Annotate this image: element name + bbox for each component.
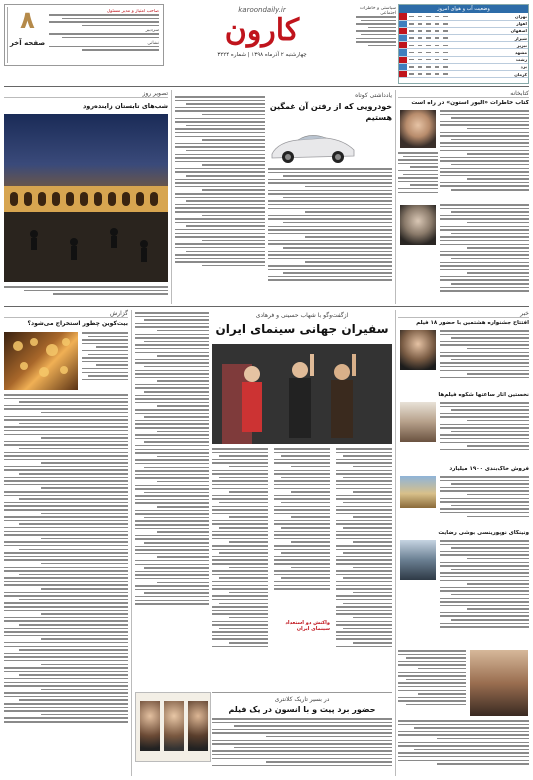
news-headline-1: افتتاح جشنواره هشتمین با حضور ۱۸ فیلم bbox=[416, 320, 529, 326]
masthead-info-text: صاحب امتیاز و مدیر مسئول سردبیر نشانی bbox=[49, 9, 159, 59]
news-text-6 bbox=[398, 720, 529, 776]
weather-box bbox=[398, 4, 529, 84]
middle-article-text-left bbox=[175, 96, 265, 304]
news-headline-4: ونینگای نوپورینسی بوشی رضایت bbox=[438, 530, 529, 536]
weather-cell bbox=[407, 49, 416, 56]
weather-cell bbox=[441, 20, 450, 27]
weather-row bbox=[399, 35, 528, 42]
weather-temp-badge bbox=[399, 56, 407, 63]
weather-cell bbox=[441, 42, 450, 49]
news-photo-3 bbox=[400, 476, 436, 508]
actor-thumb-1 bbox=[140, 701, 160, 751]
car-kicker: یادداشتی کوتاه bbox=[355, 92, 392, 99]
weather-row bbox=[399, 13, 528, 20]
news-text-4 bbox=[440, 540, 529, 650]
weather-cell bbox=[433, 42, 442, 49]
weather-city: شیراز bbox=[450, 35, 528, 42]
news-text-3 bbox=[440, 476, 529, 526]
weather-temp-badge bbox=[399, 13, 407, 20]
author-photo-1 bbox=[400, 110, 436, 148]
weather-cell bbox=[424, 49, 433, 56]
cinema-kicker: ازگفت‌وگو با شهاب حسینی و فرهادی bbox=[255, 312, 349, 319]
news-photo-5 bbox=[470, 650, 528, 716]
weather-row bbox=[399, 56, 528, 63]
bottom-article-text bbox=[212, 718, 392, 776]
bitcoin-headline: بیت‌کوین چطور استخراج می‌شود؟ bbox=[27, 320, 128, 327]
weather-cell bbox=[433, 27, 442, 34]
weather-row bbox=[399, 42, 528, 49]
section-report-label: گزارش bbox=[4, 310, 128, 318]
weather-city: مشهد bbox=[450, 49, 528, 56]
weather-cell bbox=[441, 56, 450, 63]
weather-cell bbox=[441, 63, 450, 70]
car-photo bbox=[268, 128, 358, 166]
weather-cell bbox=[424, 13, 433, 20]
bitcoin-photo bbox=[4, 332, 78, 390]
weather-cell bbox=[407, 42, 416, 49]
weather-cell bbox=[433, 56, 442, 63]
weather-cell bbox=[424, 63, 433, 70]
weather-cell bbox=[424, 42, 433, 49]
weather-table bbox=[399, 13, 528, 78]
weather-cell bbox=[407, 56, 416, 63]
cinema-headline: سفیران جهانی سینمای ایران bbox=[215, 322, 389, 336]
actors-thumbnail-photo bbox=[135, 692, 211, 762]
weather-cell bbox=[424, 35, 433, 42]
weather-cell bbox=[441, 27, 450, 34]
weather-cell bbox=[416, 35, 425, 42]
news-photo-2 bbox=[400, 402, 436, 442]
weather-cell bbox=[407, 27, 416, 34]
cinema-text-col1 bbox=[212, 448, 268, 688]
weather-cell bbox=[424, 56, 433, 63]
masthead-info-box bbox=[4, 4, 164, 66]
weather-row bbox=[399, 20, 528, 27]
weather-cell bbox=[407, 20, 416, 27]
weather-row bbox=[399, 63, 528, 70]
weather-temp-badge bbox=[399, 63, 407, 70]
weather-city: رشت bbox=[450, 56, 528, 63]
weather-cell bbox=[433, 35, 442, 42]
weather-city: تهران bbox=[450, 13, 528, 20]
site-url: karoondaily.ir bbox=[238, 6, 286, 14]
weather-cell bbox=[407, 35, 416, 42]
cinema-photo bbox=[212, 344, 392, 444]
weather-cell bbox=[441, 49, 450, 56]
weather-cell bbox=[433, 63, 442, 70]
weather-row bbox=[399, 71, 528, 78]
news-headline-3: فروش خاک‌بندی ۱۹۰۰ میلیارد bbox=[449, 466, 529, 472]
actor-thumb-3 bbox=[188, 701, 208, 751]
weather-row bbox=[399, 27, 528, 34]
weather-cell bbox=[416, 49, 425, 56]
bitcoin-article-text bbox=[4, 394, 128, 774]
weather-cell bbox=[416, 56, 425, 63]
cinema-text-col3 bbox=[336, 448, 392, 688]
weather-city: اهواز bbox=[450, 20, 528, 27]
weather-temp-badge bbox=[399, 49, 407, 56]
weather-cell bbox=[441, 71, 450, 78]
weather-temp-badge bbox=[399, 42, 407, 49]
car-article-text bbox=[268, 168, 392, 304]
news-text-5 bbox=[398, 650, 466, 716]
weather-cell bbox=[416, 13, 425, 20]
weather-cell bbox=[433, 49, 442, 56]
weather-title: وضعیت آب و هوای امروز bbox=[399, 5, 528, 13]
weather-cell bbox=[416, 63, 425, 70]
section-photo-label: تصویر روز bbox=[4, 90, 168, 98]
page-number-box bbox=[7, 7, 47, 63]
weather-cell bbox=[433, 13, 442, 20]
book-article-text-2 bbox=[398, 152, 438, 202]
bottom-kicker: در بسیر تاریک کلانتری bbox=[274, 696, 330, 703]
weather-city: اصفهان bbox=[450, 27, 528, 34]
news-photo-4 bbox=[400, 540, 436, 580]
weather-cell bbox=[424, 20, 433, 27]
weather-cell bbox=[416, 20, 425, 27]
cinema-text-col2 bbox=[274, 448, 330, 688]
book-article-text-3 bbox=[440, 204, 529, 304]
weather-cell bbox=[433, 71, 442, 78]
news-text-2 bbox=[440, 402, 529, 462]
weather-cell bbox=[424, 71, 433, 78]
weather-cell bbox=[433, 20, 442, 27]
weather-cell bbox=[407, 63, 416, 70]
weather-cell bbox=[416, 42, 425, 49]
bridge-photo bbox=[4, 114, 168, 282]
weather-cell bbox=[441, 35, 450, 42]
section-news-label: خبر bbox=[398, 310, 529, 318]
bitcoin-text-top bbox=[82, 332, 128, 390]
weather-temp-badge bbox=[399, 35, 407, 42]
masthead-logo-area bbox=[172, 4, 352, 66]
weather-cell bbox=[416, 71, 425, 78]
weather-cell bbox=[407, 13, 416, 20]
weather-city: یزد bbox=[450, 63, 528, 70]
news-text-1 bbox=[440, 330, 529, 388]
news-photo-1 bbox=[400, 330, 436, 370]
photo-caption-text bbox=[4, 286, 168, 300]
page-label: صفحه آخر bbox=[9, 39, 46, 47]
weather-city: تبریز bbox=[450, 42, 528, 49]
book-headline: کتاب خاطرات «الیور استون» در راه است bbox=[411, 100, 529, 106]
weather-temp-badge bbox=[399, 71, 407, 78]
car-headline: خودرویی که از رفتن آن غمگین هستیم bbox=[269, 102, 392, 122]
bottom-headline: حضور برد پیت و با انسون در یک فیلم bbox=[228, 705, 376, 714]
actor-thumb-2 bbox=[164, 701, 184, 751]
weather-cell bbox=[441, 13, 450, 20]
newspaper-logo: کارون bbox=[224, 13, 300, 48]
weather-temp-badge bbox=[399, 27, 407, 34]
weather-cell bbox=[416, 27, 425, 34]
page-number: ۸ bbox=[20, 6, 35, 34]
weather-temp-badge bbox=[399, 20, 407, 27]
cinema-red-note: واکنش دو استعداد سینمای ایران bbox=[285, 620, 330, 632]
news-headline-2: نخستین آثار ساعتها شکوه فیلم‌ها bbox=[438, 392, 529, 398]
book-article-text bbox=[440, 110, 529, 200]
weather-cell bbox=[424, 27, 433, 34]
date-line: چهارشنبه ۲ آذرماه ۱۳۹۸ | شماره ۳۲۲۴ bbox=[217, 52, 307, 58]
weather-city: کرمان bbox=[450, 71, 528, 78]
author-photo-2 bbox=[400, 205, 436, 245]
photo-caption-title: شب‌های تابستان زاینده‌رود bbox=[82, 102, 168, 110]
weather-cell bbox=[407, 71, 416, 78]
section-books-label: کتابخانه bbox=[398, 90, 529, 98]
top-column-list: سیاستی و خاطرات اجتماعی bbox=[356, 6, 396, 66]
column-two-text bbox=[135, 312, 209, 692]
weather-row bbox=[399, 49, 528, 56]
